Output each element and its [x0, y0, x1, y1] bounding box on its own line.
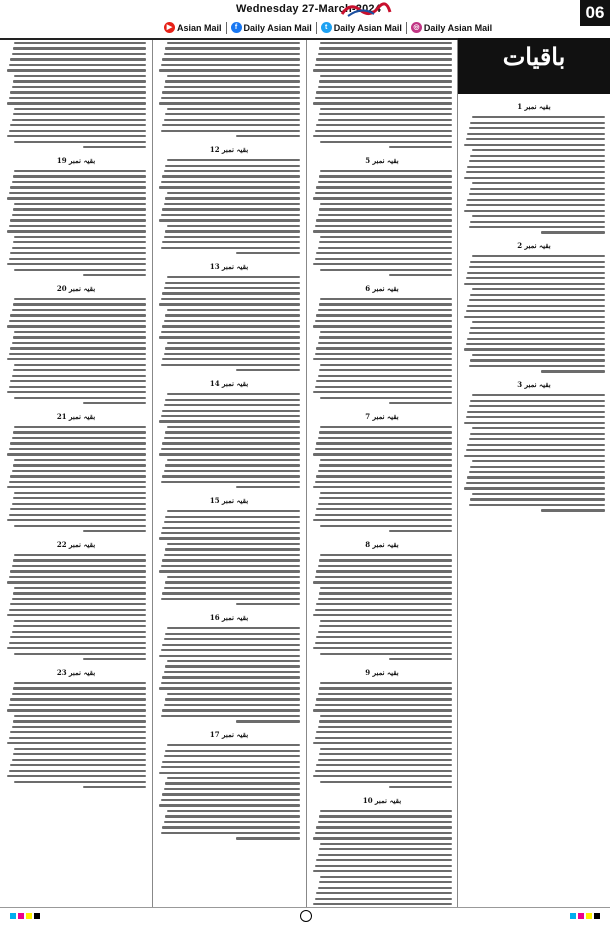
facebook-icon: f	[231, 22, 242, 33]
social-label: Daily Asian Mail	[243, 22, 312, 33]
text-column-4	[459, 96, 609, 908]
subhead: بقیہ نمبر 5	[365, 155, 399, 165]
subhead: بقیہ نمبر 20	[56, 283, 96, 293]
instagram-icon: ◎	[411, 22, 422, 33]
social-label: Daily Asian Mail	[423, 22, 493, 33]
subhead: بقیہ نمبر 3	[517, 379, 551, 389]
social-label: Asian Mail	[177, 22, 222, 33]
subhead: بقیہ نمبر 23	[56, 667, 96, 677]
issue-date: Wednesday 27-March-2024	[236, 3, 382, 15]
subhead: بقیہ نمبر 1	[517, 102, 551, 111]
social-bar	[164, 20, 492, 35]
text-column-3	[308, 40, 456, 908]
social-youtube[interactable]	[164, 22, 222, 33]
social-twitter[interactable]	[321, 22, 402, 33]
text-column-2	[154, 40, 304, 908]
social-label: Daily Asian Mail	[333, 22, 402, 33]
subhead: بقیہ نمبر 15	[209, 495, 249, 505]
asian-mail-logo	[338, 0, 394, 20]
subhead: بقیہ نمبر 8	[365, 539, 399, 549]
subhead: بقیہ نمبر 16	[209, 612, 249, 622]
print-marks	[0, 907, 610, 926]
subhead: بقیہ نمبر 19	[56, 155, 96, 165]
youtube-icon: ▶	[164, 22, 175, 33]
page-number: 06	[580, 0, 610, 26]
subhead: بقیہ نمبر 13	[209, 261, 249, 271]
social-facebook[interactable]	[231, 22, 312, 33]
subhead: بقیہ نمبر 10	[362, 795, 402, 805]
twitter-icon: t	[321, 22, 332, 33]
subhead: بقیہ نمبر 6	[365, 283, 399, 293]
subhead: بقیہ نمبر 21	[56, 411, 96, 421]
text-column-1	[2, 40, 150, 908]
subhead: بقیہ نمبر 2	[517, 240, 551, 250]
subhead: بقیہ نمبر 22	[56, 539, 96, 549]
subhead: بقیہ نمبر 7	[365, 411, 399, 421]
section-title: باقیات	[502, 42, 566, 71]
section-masthead	[458, 38, 610, 94]
subhead: بقیہ نمبر 14	[209, 378, 249, 388]
subhead: بقیہ نمبر 9	[365, 667, 399, 677]
subhead: بقیہ نمبر 17	[209, 729, 249, 739]
page-header	[0, 0, 610, 40]
subhead: بقیہ نمبر 12	[209, 144, 249, 154]
social-instagram[interactable]	[411, 22, 492, 33]
